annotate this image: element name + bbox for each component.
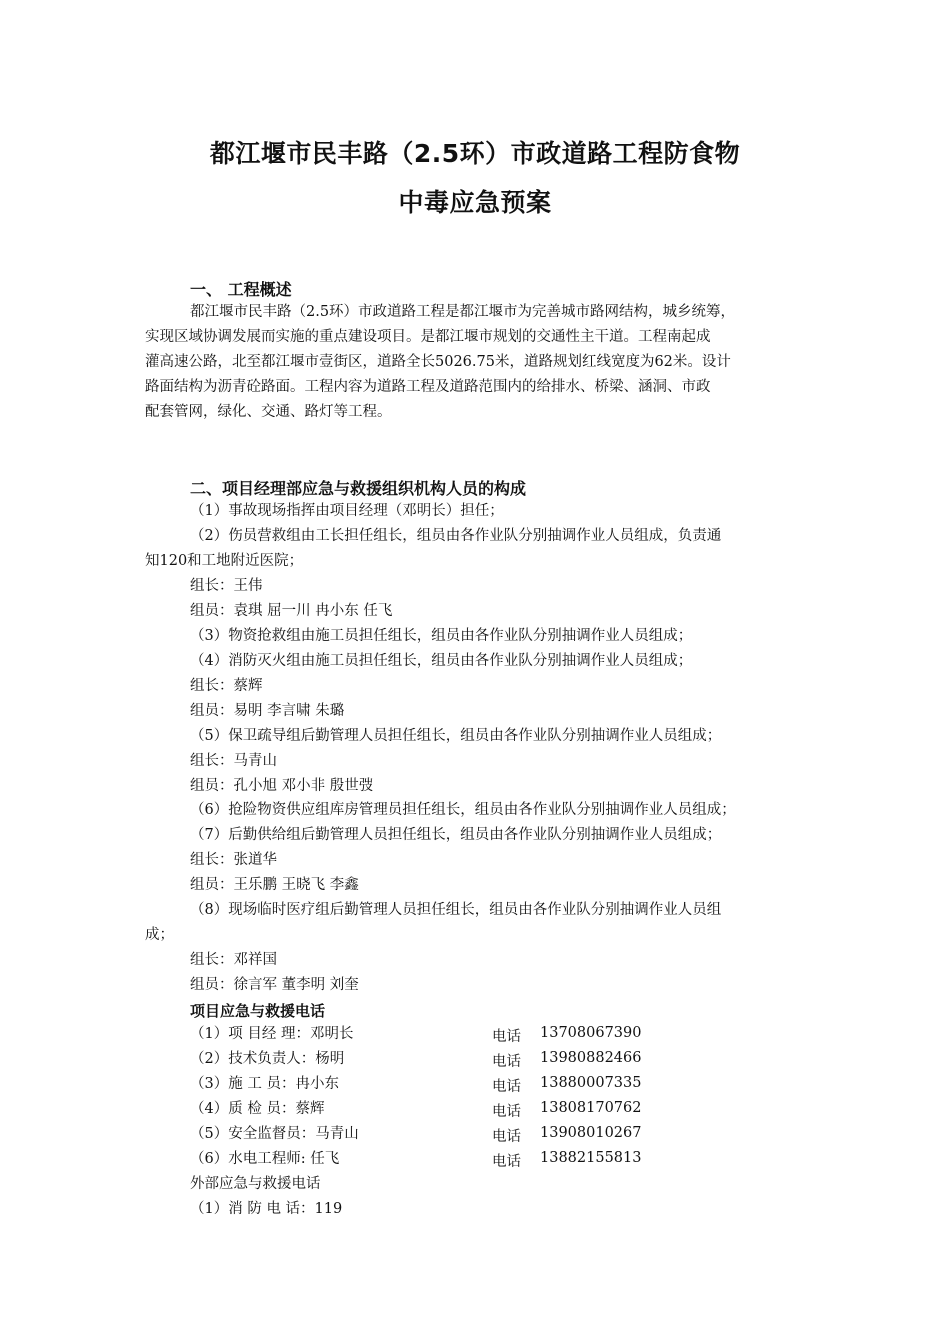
phone-role: （2）技术负责人：杨明 bbox=[190, 1051, 345, 1067]
list-item: 组员：王乐鹏 王晓飞 李鑫 bbox=[190, 877, 359, 893]
list-item: 组长：王伟 bbox=[190, 578, 263, 594]
list-item: （4）消防灭火组由施工员担任组长，组员由各作业队分别抽调作业人员组成； bbox=[190, 653, 693, 669]
phone-label: 电话 bbox=[492, 1054, 521, 1070]
list-item: 组长：邓祥国 bbox=[190, 952, 277, 968]
paragraph-line: 配套管网，绿化、交通、路灯等工程。 bbox=[145, 404, 392, 420]
list-item: （6）抢险物资供应组库房管理员担任组长，组员由各作业队分别抽调作业人员组成； bbox=[190, 802, 736, 818]
list-item: 组员：孔小旭 邓小非 殷世弢 bbox=[190, 778, 374, 794]
list-item: 组长：张道华 bbox=[190, 852, 277, 868]
phone-label: 电话 bbox=[492, 1104, 521, 1120]
list-item: 组员：袁琪 屈一川 冉小东 任飞 bbox=[190, 603, 393, 619]
list-item: （3）物资抢救组由施工员担任组长，组员由各作业队分别抽调作业人员组成； bbox=[190, 628, 693, 644]
title-line-2: 中毒应急预案 bbox=[398, 188, 552, 217]
paragraph-line: 都江堰市民丰路（2.5环）市政道路工程是都江堰市为完善城市路网结构，城乡统筹， bbox=[190, 304, 736, 320]
phone-number: 13882155813 bbox=[540, 1150, 642, 1166]
phone-role: （3）施 工 员：冉小东 bbox=[190, 1076, 339, 1092]
title-line-1: 都江堰市民丰路（2.5环）市政道路工程防食物 bbox=[209, 139, 741, 168]
external-phone: （1）消 防 电 话：119 bbox=[190, 1201, 343, 1217]
section-2-heading: 二、项目经理部应急与救援组织机构人员的构成 bbox=[190, 479, 527, 498]
phone-label: 电话 bbox=[492, 1079, 521, 1095]
phone-role: （1）项 目经 理：邓明长 bbox=[190, 1026, 354, 1042]
phone-label: 电话 bbox=[492, 1029, 521, 1045]
list-item: 成； bbox=[145, 927, 174, 943]
phone-label: 电话 bbox=[492, 1129, 521, 1145]
phone-label: 电话 bbox=[492, 1154, 521, 1170]
list-item: （8）现场临时医疗组后勤管理人员担任组长，组员由各作业队分别抽调作业人员组 bbox=[190, 902, 722, 918]
list-item: （7）后勤供给组后勤管理人员担任组长，组员由各作业队分别抽调作业人员组成； bbox=[190, 827, 722, 843]
phone-role: （5）安全监督员：马青山 bbox=[190, 1126, 359, 1142]
list-item: 组员：徐言军 董李明 刘奎 bbox=[190, 977, 359, 993]
list-item: 组员：易明 李言啸 朱璐 bbox=[190, 703, 345, 719]
list-item: （5）保卫疏导组后勤管理人员担任组长，组员由各作业队分别抽调作业人员组成； bbox=[190, 728, 722, 744]
phone-role: （6）水电工程师: 任飞 bbox=[190, 1151, 340, 1167]
section-1-heading: 一、 工程概述 bbox=[190, 280, 292, 299]
list-item: （2）伤员营救组由工长担任组长，组员由各作业队分别抽调作业人员组成，负责通 bbox=[190, 528, 722, 544]
paragraph-line: 路面结构为沥青砼路面。工程内容为道路工程及道路范围内的给排水、桥梁、涵洞、市政 bbox=[145, 379, 711, 395]
phone-number: 13808170762 bbox=[540, 1100, 642, 1116]
list-item: 组长：马青山 bbox=[190, 753, 277, 769]
paragraph-line: 灌高速公路，北至都江堰市壹街区，道路全长5026.75米，道路规划红线宽度为62米。设计 bbox=[145, 354, 731, 370]
list-item: 知120和工地附近医院； bbox=[145, 553, 304, 569]
paragraph-line: 实现区域协调发展而实施的重点建设项目。是都江堰市规划的交通性主干道。工程南起成 bbox=[145, 329, 711, 345]
phone-number: 13908010267 bbox=[540, 1125, 642, 1141]
external-heading: 外部应急与救援电话 bbox=[190, 1176, 321, 1192]
phone-number: 13880007335 bbox=[540, 1075, 642, 1091]
phone-role: （4）质 检 员：蔡辉 bbox=[190, 1101, 325, 1117]
phones-heading: 项目应急与救援电话 bbox=[190, 1002, 326, 1020]
phone-number: 13980882466 bbox=[540, 1050, 642, 1066]
list-item: 组长：蔡辉 bbox=[190, 678, 263, 694]
phone-number: 13708067390 bbox=[540, 1025, 642, 1041]
list-item: （1）事故现场指挥由项目经理（邓明长）担任； bbox=[190, 503, 504, 519]
